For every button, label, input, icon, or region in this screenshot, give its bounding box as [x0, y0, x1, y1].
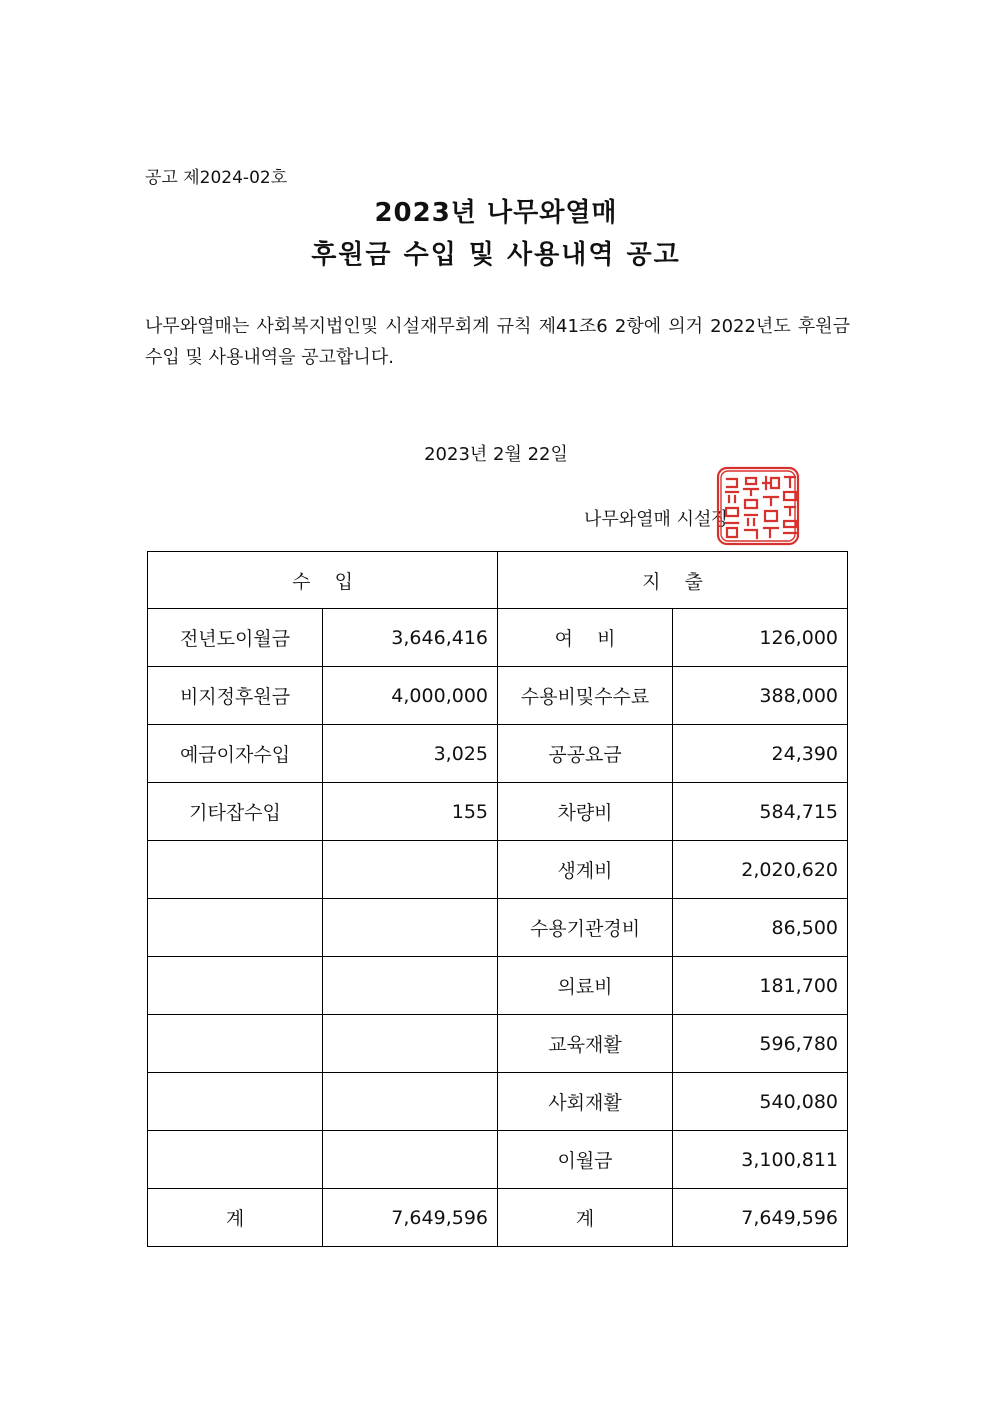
expense-amount: 3,100,811: [673, 1131, 848, 1189]
expense-amount: 2,020,620: [673, 841, 848, 899]
income-label: 예금이자수입: [148, 725, 323, 783]
income-total-amount: 7,649,596: [323, 1189, 498, 1247]
income-amount: 3,025: [323, 725, 498, 783]
page-title: 2023년 나무와열매: [374, 198, 618, 228]
expense-label: 수용비및수수료: [498, 667, 673, 725]
income-header: 수 입: [148, 552, 498, 609]
table-row: [148, 609, 848, 667]
notice-date: 2023년 2월 22일: [424, 444, 568, 465]
income-amount: [323, 957, 498, 1015]
income-amount: [323, 1015, 498, 1073]
expense-label: 공공요금: [498, 725, 673, 783]
expense-amount: 540,080: [673, 1073, 848, 1131]
expense-total-label: 계: [498, 1189, 673, 1247]
expense-amount: 596,780: [673, 1015, 848, 1073]
table-total-row: [148, 1189, 848, 1247]
income-amount: [323, 1073, 498, 1131]
income-total-label: 계: [148, 1189, 323, 1247]
income-label: [148, 1015, 323, 1073]
expense-label: 수용기관경비: [498, 899, 673, 957]
table-row: [148, 1073, 848, 1131]
income-amount: 3,646,416: [323, 609, 498, 667]
expense-header: 지 출: [498, 552, 848, 609]
signer-name: 나무와열매 시설장: [584, 509, 729, 530]
income-label: [148, 1073, 323, 1131]
income-amount: [323, 899, 498, 957]
expense-label: 생계비: [498, 841, 673, 899]
expense-amount: 126,000: [673, 609, 848, 667]
income-label: [148, 957, 323, 1015]
income-label: [148, 899, 323, 957]
page-subtitle: 후원금 수입 및 사용내역 공고: [311, 240, 681, 270]
expense-label: 사회재활: [498, 1073, 673, 1131]
table-row: [148, 1131, 848, 1189]
table-row: [148, 725, 848, 783]
income-label: [148, 1131, 323, 1189]
expense-amount: 86,500: [673, 899, 848, 957]
expense-amount: 181,700: [673, 957, 848, 1015]
official-seal-icon: [715, 465, 801, 547]
notice-body: 나무와열매는 사회복지법인및 시설재무회계 규칙 제41조6 2항에 의거 2022년도 후원금 수입 및 사용내역을 공고합니다.: [145, 316, 850, 368]
table-row: [148, 1015, 848, 1073]
income-amount: 4,000,000: [323, 667, 498, 725]
expense-amount: 24,390: [673, 725, 848, 783]
income-label: [148, 841, 323, 899]
table-row: [148, 667, 848, 725]
expense-label: 차량비: [498, 783, 673, 841]
income-amount: [323, 1131, 498, 1189]
expense-amount: 388,000: [673, 667, 848, 725]
table-row: [148, 783, 848, 841]
expense-amount: 584,715: [673, 783, 848, 841]
notice-number: 공고 제2024-02호: [145, 168, 288, 188]
expense-label: 교육재활: [498, 1015, 673, 1073]
income-label: 전년도이월금: [148, 609, 323, 667]
income-label: 비지정후원금: [148, 667, 323, 725]
table-row: [148, 899, 848, 957]
income-amount: [323, 841, 498, 899]
income-label: 기타잡수입: [148, 783, 323, 841]
income-amount: 155: [323, 783, 498, 841]
expense-total-amount: 7,649,596: [673, 1189, 848, 1247]
expense-label: 이월금: [498, 1131, 673, 1189]
expense-label: 여 비: [498, 609, 673, 667]
table-row: [148, 957, 848, 1015]
table-header-row: [148, 552, 848, 609]
expense-label: 의료비: [498, 957, 673, 1015]
table-row: [148, 841, 848, 899]
income-expense-table: [147, 551, 848, 1247]
